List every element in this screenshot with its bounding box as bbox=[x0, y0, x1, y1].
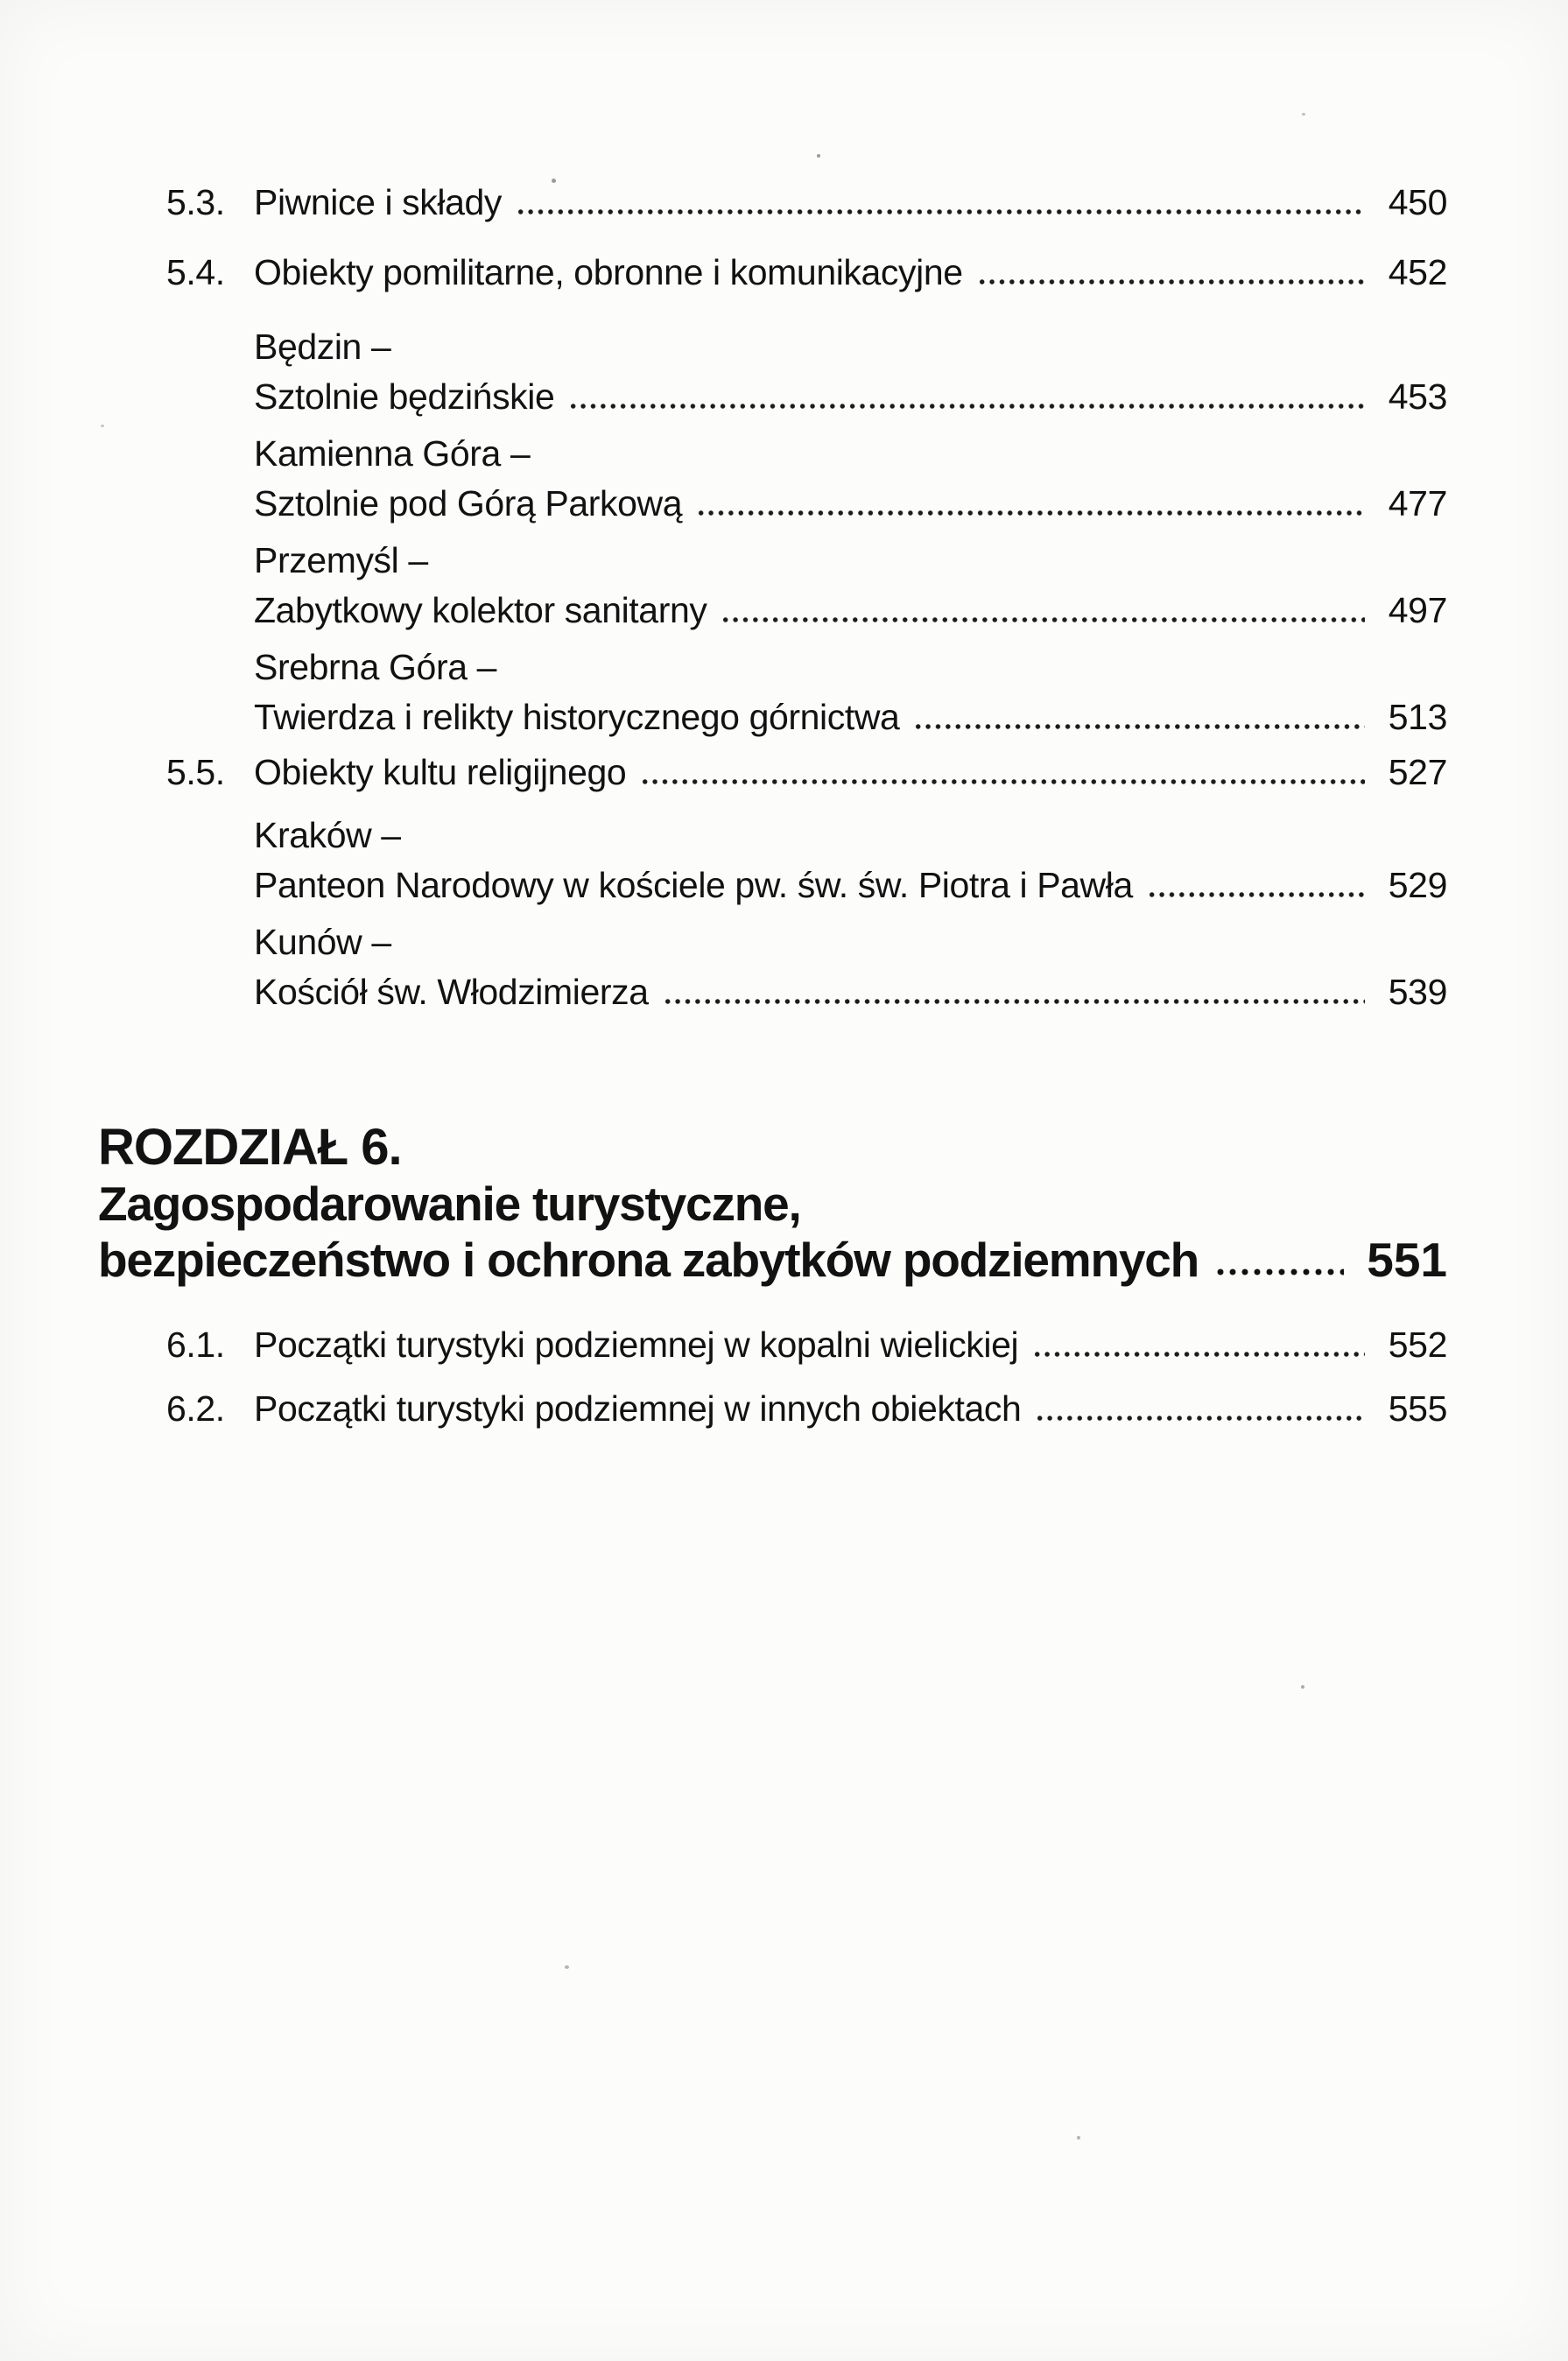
toc-entry-title: Obiekty pomilitarne, obronne i komunikacyjne bbox=[254, 252, 963, 292]
toc-entry-page: 450 bbox=[1388, 182, 1447, 222]
dot-leader bbox=[640, 779, 1365, 784]
subentry-title: Kościół św. Włodzimierza bbox=[254, 972, 649, 1012]
subentry-location: Srebrna Góra – bbox=[254, 647, 496, 687]
toc-entry-6-2 bbox=[98, 1387, 1447, 1430]
scan-speck bbox=[552, 179, 556, 183]
toc-entry-number: 5.4. bbox=[166, 252, 225, 292]
scan-speck bbox=[101, 425, 104, 427]
dot-leader bbox=[568, 404, 1365, 409]
toc-entry-title: Piwnice i składy bbox=[254, 182, 502, 222]
subentry-location: Kunów – bbox=[254, 922, 391, 962]
toc-subentry-kunow bbox=[98, 920, 1447, 1014]
chapter-page: 551 bbox=[1367, 1233, 1447, 1287]
toc-subentry-krakow bbox=[98, 813, 1447, 907]
subentry-title: Sztolnie pod Górą Parkową bbox=[254, 483, 683, 523]
toc-entry-page: 555 bbox=[1388, 1388, 1447, 1429]
subentry-title-line bbox=[254, 695, 1447, 739]
subentry-title: Panteon Narodowy w kościele pw. św. św. Piotra i Pawła bbox=[254, 865, 1133, 905]
chapter-title-row bbox=[98, 1232, 1447, 1288]
toc-subentry-bedzin bbox=[98, 325, 1447, 418]
subentry-page: 453 bbox=[1388, 376, 1447, 417]
subentry-location-line bbox=[254, 538, 1447, 582]
toc-entry-number: 5.5. bbox=[166, 752, 225, 792]
subentry-page: 539 bbox=[1388, 972, 1447, 1012]
chapter-title-line2: bezpieczeństwo i ochrona zabytków podziemnych bbox=[98, 1233, 1199, 1287]
toc-entry-title: Początki turystyki podziemnej w innych obiektach bbox=[254, 1388, 1022, 1429]
subentry-page: 477 bbox=[1388, 483, 1447, 523]
toc-content bbox=[98, 180, 1447, 1430]
dot-leader bbox=[696, 510, 1365, 516]
toc-entry-number: 6.2. bbox=[166, 1388, 225, 1429]
dot-leader-bold bbox=[1214, 1268, 1344, 1275]
toc-entry-title: Obiekty kultu religijnego bbox=[254, 752, 627, 792]
toc-entry-page: 552 bbox=[1388, 1325, 1447, 1365]
subentry-location: Przemyśl – bbox=[254, 540, 428, 580]
toc-entry-6-1 bbox=[98, 1323, 1447, 1367]
subentry-location-line bbox=[254, 325, 1447, 369]
subentry-location: Kraków – bbox=[254, 815, 401, 855]
chapter-heading-block bbox=[98, 1120, 1447, 1288]
dot-leader bbox=[1035, 1416, 1365, 1421]
toc-subentry-przemysl bbox=[98, 538, 1447, 632]
subentry-location-line bbox=[254, 813, 1447, 857]
dot-leader bbox=[721, 617, 1365, 622]
subentry-location-line bbox=[254, 432, 1447, 475]
dot-leader bbox=[516, 209, 1365, 214]
scan-speck bbox=[565, 1965, 569, 1969]
subentry-title: Zabytkowy kolektor sanitarny bbox=[254, 590, 707, 630]
toc-entry-5-3 bbox=[98, 180, 1447, 224]
subentry-title: Twierdza i relikty historycznego górnictwa bbox=[254, 697, 900, 737]
toc-entry-title: Początki turystyki podziemnej w kopalni wielickiej bbox=[254, 1325, 1019, 1365]
toc-entry-number: 5.3. bbox=[166, 182, 225, 222]
scan-speck bbox=[1077, 2136, 1080, 2140]
subentry-page: 513 bbox=[1388, 697, 1447, 737]
subentry-location-line bbox=[254, 645, 1447, 689]
subentry-title-line bbox=[254, 970, 1447, 1014]
scan-speck bbox=[1301, 1685, 1304, 1689]
dot-leader bbox=[1032, 1352, 1365, 1357]
dot-leader bbox=[1147, 892, 1365, 897]
dot-leader bbox=[913, 724, 1365, 729]
chapter-title-line1: Zagospodarowanie turystyczne, bbox=[98, 1177, 801, 1231]
toc-entry-page: 527 bbox=[1388, 752, 1447, 792]
dot-leader bbox=[663, 999, 1365, 1004]
subentry-page: 529 bbox=[1388, 865, 1447, 905]
toc-subentry-srebrna-gora bbox=[98, 645, 1447, 739]
scan-speck bbox=[1302, 113, 1305, 116]
dot-leader bbox=[977, 279, 1365, 285]
subentry-title-line bbox=[254, 863, 1447, 907]
scan-speck bbox=[817, 154, 820, 158]
toc-entry-5-4 bbox=[98, 250, 1447, 294]
subentry-title-line bbox=[254, 481, 1447, 525]
subentry-location: Kamienna Góra – bbox=[254, 433, 531, 474]
toc-entry-number: 6.1. bbox=[166, 1325, 225, 1365]
toc-entry-page: 452 bbox=[1388, 252, 1447, 292]
subentry-title: Sztolnie będzińskie bbox=[254, 376, 555, 417]
toc-subentry-kamienna-gora bbox=[98, 432, 1447, 525]
subentry-title-line bbox=[254, 588, 1447, 632]
toc-entry-5-5 bbox=[98, 750, 1447, 794]
subentry-title-line bbox=[254, 375, 1447, 418]
chapter-label: ROZDZIAŁ 6. bbox=[98, 1119, 402, 1176]
subentry-location-line bbox=[254, 920, 1447, 964]
subentry-page: 497 bbox=[1388, 590, 1447, 630]
subentry-location: Będzin – bbox=[254, 327, 391, 367]
